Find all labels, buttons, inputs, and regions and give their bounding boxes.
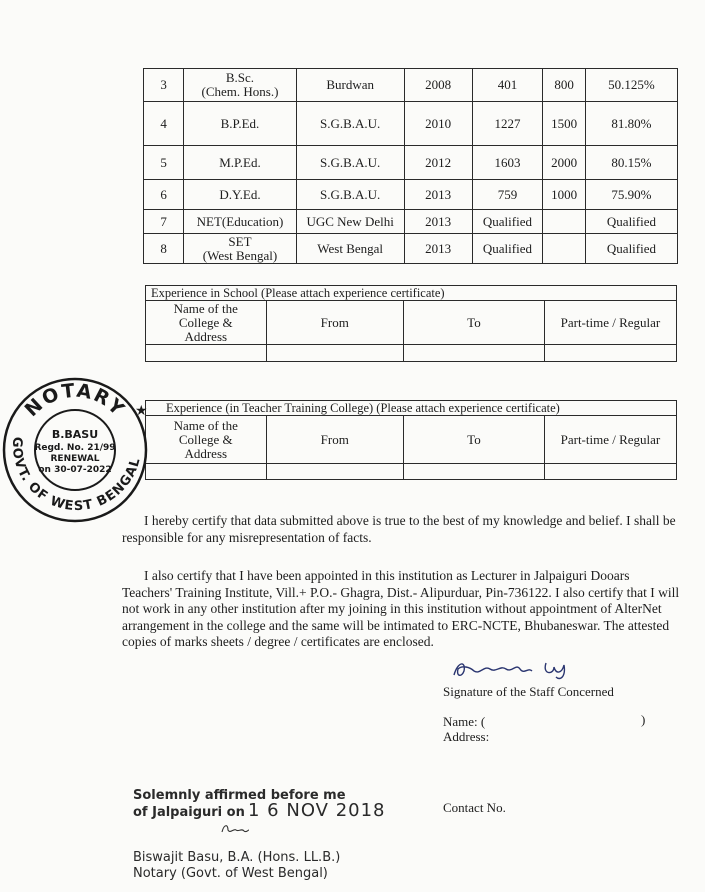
university-cell: S.G.B.A.U. [296,146,404,180]
empty-cell [544,345,676,362]
experience-ttc-table [145,400,677,480]
address-label: Address: [443,729,490,744]
table-row [146,464,677,480]
table-row [144,180,678,210]
affirm-line-1: Solemnly affirmed before me [133,788,346,803]
max-marks-cell [543,234,586,264]
affirm-line-2: of Jalpaiguri on [133,805,245,820]
table-row [144,210,678,234]
university-cell: S.G.B.A.U. [296,102,404,146]
marks-obtained-cell: 759 [472,180,543,210]
name-label: Name: ( [443,714,486,729]
table-header-row [146,416,677,464]
university-cell: UGC New Delhi [296,210,404,234]
declaration-paragraph-2: I also certify that I have been appointed in this institution as Lecturer in Jalpaiguri Dooars Teachers' Training Institute, Vill.+ P.O.- Ghagra, Dist.- Alipurduar, Pin-736122. I also certify that I will not work in any other institution after my joining in this institution without appointment of AlterNet arrangement in the college and the same will be intimated to ERC-NCTE, Bhubaneswar. The attested copies of marks sheets / degree / certificates are enclosed. [122,568,680,649]
percentage-cell: Qualified [585,210,677,234]
to-header: To [404,416,545,464]
table-title-row [146,286,677,301]
percentage-cell: 75.90% [585,180,677,210]
degree-cell: B.P.Ed. [184,102,296,146]
notary-stamp [0,375,150,525]
notary-designation: Notary (Govt. of West Bengal) [133,866,328,881]
empty-cell [544,464,676,480]
percentage-cell: Qualified [585,234,677,264]
marks-obtained-cell: Qualified [472,234,543,264]
table-title-row [146,401,677,416]
university-cell: S.G.B.A.U. [296,180,404,210]
marks-obtained-cell: 1603 [472,146,543,180]
experience-school-title: Experience in School (Please attach experience certificate) [146,286,677,301]
max-marks-cell: 1000 [543,180,586,210]
empty-cell [146,345,267,362]
stamp-date: on 30-07-2022 [38,465,112,475]
college-address-header [146,301,267,345]
year-cell: 2013 [404,210,472,234]
header-line: Name of the [173,417,238,433]
initials-signature [220,822,250,836]
header-line: College & [178,431,233,447]
header-line: Name of the [173,300,238,316]
name-close: ) [641,712,646,727]
handwritten-signature [450,655,580,683]
experience-school-table [145,285,677,362]
serial-cell: 3 [144,69,184,102]
experience-ttc-title: Experience (in Teacher Training College) (Please attach experience certificate) [146,401,677,416]
college-address-header [146,416,267,464]
table-row [144,102,678,146]
qualification-table-body [144,69,678,264]
table-header-row [146,301,677,345]
degree-subject: (Chem. Hons.) [201,84,279,99]
header-line: Address [184,445,228,461]
table-row [144,234,678,264]
table-row [144,69,678,102]
percentage-cell: 50.125% [585,69,677,102]
serial-cell: 8 [144,234,184,264]
stamp-regd: Regd. No. 21/99 [34,443,116,453]
type-header: Part-time / Regular [544,301,676,345]
percentage-cell: 81.80% [585,102,677,146]
year-cell: 2012 [404,146,472,180]
max-marks-cell: 1500 [543,102,586,146]
degree-cell: M.P.Ed. [184,146,296,180]
type-header: Part-time / Regular [544,416,676,464]
empty-cell [266,464,403,480]
marks-obtained-cell: 1227 [472,102,543,146]
university-cell: West Bengal [296,234,404,264]
serial-cell: 6 [144,180,184,210]
stamp-renewal: RENEWAL [50,454,100,464]
year-cell: 2013 [404,180,472,210]
notary-name: Biswajit Basu, B.A. (Hons. LL.B.) [133,850,341,865]
serial-cell: 7 [144,210,184,234]
degree-cell [184,69,296,102]
star-icon: ★ [135,404,148,419]
year-cell: 2013 [404,234,472,264]
stamp-top-text: NOTARY [20,379,130,422]
degree-subject: (West Bengal) [202,247,278,263]
percentage-cell: 80.15% [585,146,677,180]
empty-cell [266,345,403,362]
qualification-table [143,68,678,264]
degree-cell: D.Y.Ed. [184,180,296,210]
degree-name: SET [228,233,252,249]
max-marks-cell: 800 [543,69,586,102]
degree-name: B.Sc. [225,70,255,85]
year-cell: 2008 [404,69,472,102]
empty-cell [404,464,545,480]
contact-label: Contact No. [443,800,506,815]
from-header: From [266,416,403,464]
empty-cell [404,345,545,362]
stamp-ring-text: GOVT. OF WEST BENGAL [8,436,144,515]
degree-cell [184,234,296,264]
degree-cell: NET(Education) [184,210,296,234]
signature-label: Signature of the Staff Concerned [443,684,614,699]
table-row [144,146,678,180]
university-cell: Burdwan [296,69,404,102]
declaration-paragraph-1: I hereby certify that data submitted above is true to the best of my knowledge and belief. I shall be responsible for any misrepresentation of facts. [122,513,676,545]
marks-obtained-cell: 401 [472,69,543,102]
serial-cell: 5 [144,146,184,180]
header-line: College & [178,314,233,330]
affirm-date-stamp: 1 6 NOV 2018 [248,800,386,821]
empty-cell [146,464,267,480]
serial-cell: 4 [144,102,184,146]
stamp-name: B.BASU [51,428,99,441]
table-row [146,345,677,362]
to-header: To [404,301,545,345]
year-cell: 2010 [404,102,472,146]
marks-obtained-cell: Qualified [472,210,543,234]
from-header: From [266,301,403,345]
header-line: Address [184,328,228,344]
max-marks-cell: 2000 [543,146,586,180]
max-marks-cell [543,210,586,234]
